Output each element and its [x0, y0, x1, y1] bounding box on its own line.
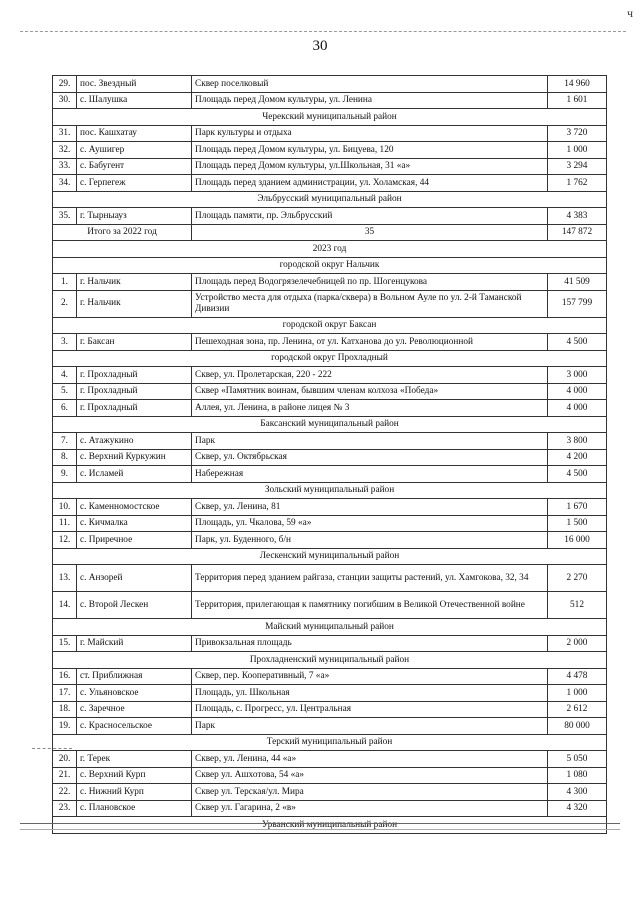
row-number: 5.: [53, 383, 77, 400]
settlement-cell: с. Аушигер: [77, 142, 192, 159]
row-number: 30.: [53, 92, 77, 109]
value-cell: 4 383: [548, 208, 607, 225]
object-cell: Сквер ул. Терская/ул. Мира: [192, 784, 548, 801]
value-cell: 3 294: [548, 158, 607, 175]
value-cell: 3 800: [548, 433, 607, 450]
section-title: городской округ Баксан: [53, 317, 607, 334]
row-number: 31.: [53, 125, 77, 142]
object-cell: Площадь перед Домом культуры, ул.Школьная, 31 «а»: [192, 158, 548, 175]
row-number: 35.: [53, 208, 77, 225]
object-cell: Сквер «Памятник воинам, бывшим членам колхоза «Победа»: [192, 383, 548, 400]
row-number: 16.: [53, 668, 77, 685]
section-title: Баксанский муниципальный район: [53, 416, 607, 433]
row-number: 7.: [53, 433, 77, 450]
value-cell: 512: [548, 592, 607, 619]
row-number: 9.: [53, 466, 77, 483]
value-cell: 16 000: [548, 532, 607, 549]
settlement-cell: г. Прохладный: [77, 400, 192, 417]
section-title: городской округ Нальчик: [53, 257, 607, 274]
object-cell: Сквер поселковый: [192, 76, 548, 93]
object-cell: Парк культуры и отдыха: [192, 125, 548, 142]
row-number: 19.: [53, 718, 77, 735]
value-cell: 1 000: [548, 142, 607, 159]
table-row: [53, 685, 607, 702]
page-number: 30: [312, 38, 328, 54]
section-header-row: [53, 416, 607, 433]
settlement-cell: с. Заречное: [77, 701, 192, 718]
total-label: Итого за 2022 год: [53, 224, 192, 241]
settlement-cell: с. Второй Лескен: [77, 592, 192, 619]
settlement-cell: г. Прохладный: [77, 383, 192, 400]
table-row: [53, 515, 607, 532]
settlement-cell: с. Анзорей: [77, 565, 192, 592]
table-row: [53, 334, 607, 351]
table-row: [53, 433, 607, 450]
section-title: Зольский муниципальный район: [53, 482, 607, 499]
table-row: [53, 449, 607, 466]
object-cell: Сквер, ул. Октябрьская: [192, 449, 548, 466]
table-row: [53, 290, 607, 317]
section-header-row: [53, 317, 607, 334]
table-row: [53, 800, 607, 817]
section-header-row: [53, 109, 607, 126]
row-number: 23.: [53, 800, 77, 817]
object-cell: Набережная: [192, 466, 548, 483]
object-cell: Площадь, ул. Школьная: [192, 685, 548, 702]
section-title: Черекский муниципальный район: [53, 109, 607, 126]
section-header-row: [53, 734, 607, 751]
settlement-cell: с. Герпегеж: [77, 175, 192, 192]
object-cell: Сквер, ул. Ленина, 44 «а»: [192, 751, 548, 768]
section-header-row: [53, 257, 607, 274]
settlement-cell: г. Нальчик: [77, 290, 192, 317]
value-cell: 2 270: [548, 565, 607, 592]
section-title: Майский муниципальный район: [53, 619, 607, 636]
row-number: 34.: [53, 175, 77, 192]
settlement-cell: с. Приречное: [77, 532, 192, 549]
section-title: Прохладненский муниципальный район: [53, 652, 607, 669]
object-cell: Площадь перед Водогрязелечебницей по пр. Шогенцукова: [192, 274, 548, 291]
value-cell: 1 000: [548, 685, 607, 702]
value-cell: 157 799: [548, 290, 607, 317]
value-cell: 5 050: [548, 751, 607, 768]
settlement-cell: с. Шалушка: [77, 92, 192, 109]
object-cell: Сквер, ул. Ленина, 81: [192, 499, 548, 516]
value-cell: 4 500: [548, 334, 607, 351]
section-header-row: [53, 241, 607, 258]
settlement-cell: г. Нальчик: [77, 274, 192, 291]
value-cell: 4 000: [548, 383, 607, 400]
table-row: [53, 565, 607, 592]
value-cell: 1 670: [548, 499, 607, 516]
row-number: 4.: [53, 367, 77, 384]
settlement-cell: пос. Кашхатау: [77, 125, 192, 142]
table-row: [53, 175, 607, 192]
row-number: 13.: [53, 565, 77, 592]
table-row: [53, 784, 607, 801]
row-number: 14.: [53, 592, 77, 619]
value-cell: 4 200: [548, 449, 607, 466]
settlement-cell: с. Верхний Куркужин: [77, 449, 192, 466]
object-cell: Площадь перед Домом культуры, ул. Бицуева, 120: [192, 142, 548, 159]
settlement-cell: г. Тырныауз: [77, 208, 192, 225]
object-cell: Площадь памяти, пр. Эльбрусский: [192, 208, 548, 225]
object-cell: Площадь перед Домом культуры, ул. Ленина: [192, 92, 548, 109]
table-row: [53, 92, 607, 109]
row-number: 2.: [53, 290, 77, 317]
value-cell: 80 000: [548, 718, 607, 735]
settlement-cell: с. Верхний Курп: [77, 767, 192, 784]
settlement-cell: с. Каменномостское: [77, 499, 192, 516]
table-row: [53, 751, 607, 768]
total-value: 147 872: [548, 224, 607, 241]
settlement-cell: г. Прохладный: [77, 367, 192, 384]
registry-table: [52, 75, 607, 834]
value-cell: 2 612: [548, 701, 607, 718]
table-row: [53, 142, 607, 159]
section-header-row: [53, 548, 607, 565]
table-row: [53, 383, 607, 400]
object-cell: Пешеходная зона, пр. Ленина, от ул. Катханова до ул. Революционной: [192, 334, 548, 351]
table-row: [53, 400, 607, 417]
row-number: 33.: [53, 158, 77, 175]
row-number: 17.: [53, 685, 77, 702]
settlement-cell: с. Бабугент: [77, 158, 192, 175]
object-cell: Площадь, ул. Чкалова, 59 «а»: [192, 515, 548, 532]
value-cell: 14 960: [548, 76, 607, 93]
section-header-row: [53, 350, 607, 367]
row-number: 29.: [53, 76, 77, 93]
page-bottom-rule: [20, 823, 620, 824]
table-row: [53, 76, 607, 93]
table-row: [53, 532, 607, 549]
row-number: 1.: [53, 274, 77, 291]
settlement-cell: пос. Звездный: [77, 76, 192, 93]
object-cell: Территория, прилегающая к памятнику погибшим в Великой Отечественной войне: [192, 592, 548, 619]
row-number: 22.: [53, 784, 77, 801]
section-header-row: [53, 482, 607, 499]
section-title: Терский муниципальный район: [53, 734, 607, 751]
value-cell: 4 000: [548, 400, 607, 417]
section-title: городской округ Прохладный: [53, 350, 607, 367]
object-cell: Аллея, ул. Ленина, в районе лицея № 3: [192, 400, 548, 417]
value-cell: 1 080: [548, 767, 607, 784]
value-cell: 1 601: [548, 92, 607, 109]
table-row: [53, 718, 607, 735]
table-row: [53, 208, 607, 225]
section-header-row: [53, 652, 607, 669]
scan-artifact-line: [32, 748, 72, 749]
row-number: 12.: [53, 532, 77, 549]
table-row: [53, 158, 607, 175]
settlement-cell: с. Нижний Курп: [77, 784, 192, 801]
row-number: 10.: [53, 499, 77, 516]
object-cell: Сквер ул. Ашхотова, 54 «а»: [192, 767, 548, 784]
value-cell: 3 000: [548, 367, 607, 384]
section-title: Лескенский муниципальный район: [53, 548, 607, 565]
row-number: 20.: [53, 751, 77, 768]
section-header-row: [53, 619, 607, 636]
value-cell: 1 500: [548, 515, 607, 532]
value-cell: 4 500: [548, 466, 607, 483]
value-cell: 4 478: [548, 668, 607, 685]
table-row: [53, 701, 607, 718]
settlement-cell: г. Майский: [77, 635, 192, 652]
object-cell: Сквер ул. Гагарина, 2 «в»: [192, 800, 548, 817]
row-number: 8.: [53, 449, 77, 466]
object-cell: Парк, ул. Буденного, б/н: [192, 532, 548, 549]
value-cell: 2 000: [548, 635, 607, 652]
settlement-cell: с. Красносельское: [77, 718, 192, 735]
corner-mark: ч: [626, 6, 633, 20]
table-row: [53, 767, 607, 784]
value-cell: 3 720: [548, 125, 607, 142]
settlement-cell: с. Кичмалка: [77, 515, 192, 532]
settlement-cell: с. Атажукино: [77, 433, 192, 450]
value-cell: 4 320: [548, 800, 607, 817]
settlement-cell: с. Исламей: [77, 466, 192, 483]
object-cell: Сквер, ул. Пролетарская, 220 - 222: [192, 367, 548, 384]
table-row: [53, 125, 607, 142]
section-title: 2023 год: [53, 241, 607, 258]
section-title: Урванский муниципальный район: [53, 817, 607, 834]
object-cell: Территория перед зданием райгаза, станции защиты растений, ул. Хамгокова, 32, 34: [192, 565, 548, 592]
object-cell: Площадь, с. Прогресс, ул. Центральная: [192, 701, 548, 718]
row-number: 3.: [53, 334, 77, 351]
total-count: 35: [192, 224, 548, 241]
row-number: 18.: [53, 701, 77, 718]
value-cell: 1 762: [548, 175, 607, 192]
value-cell: 4 300: [548, 784, 607, 801]
table-row: [53, 592, 607, 619]
table-row: [53, 367, 607, 384]
total-row: [53, 224, 607, 241]
value-cell: 41 509: [548, 274, 607, 291]
object-cell: Устройство места для отдыха (парка/сквера) в Вольном Ауле по ул. 2-й Таманской Дивизии: [192, 290, 548, 317]
row-number: 11.: [53, 515, 77, 532]
object-cell: Сквер, пер. Кооперативный, 7 «а»: [192, 668, 548, 685]
page-bottom-rule-2: [20, 829, 620, 830]
row-number: 6.: [53, 400, 77, 417]
object-cell: Парк: [192, 718, 548, 735]
section-header-row: [53, 191, 607, 208]
row-number: 21.: [53, 767, 77, 784]
table-row: [53, 466, 607, 483]
section-title: Эльбрусский муниципальный район: [53, 191, 607, 208]
row-number: 15.: [53, 635, 77, 652]
settlement-cell: с. Ульяновское: [77, 685, 192, 702]
object-cell: Привокзальная площадь: [192, 635, 548, 652]
object-cell: Парк: [192, 433, 548, 450]
row-number: 32.: [53, 142, 77, 159]
object-cell: Площадь перед зданием администрации, ул. Холамская, 44: [192, 175, 548, 192]
table-row: [53, 274, 607, 291]
table-row: [53, 668, 607, 685]
table-row: [53, 499, 607, 516]
settlement-cell: ст. Приближная: [77, 668, 192, 685]
table-row: [53, 635, 607, 652]
scan-top-line: [20, 31, 626, 32]
settlement-cell: г. Баксан: [77, 334, 192, 351]
settlement-cell: г. Терек: [77, 751, 192, 768]
section-header-row: [53, 817, 607, 834]
settlement-cell: с. Плановское: [77, 800, 192, 817]
